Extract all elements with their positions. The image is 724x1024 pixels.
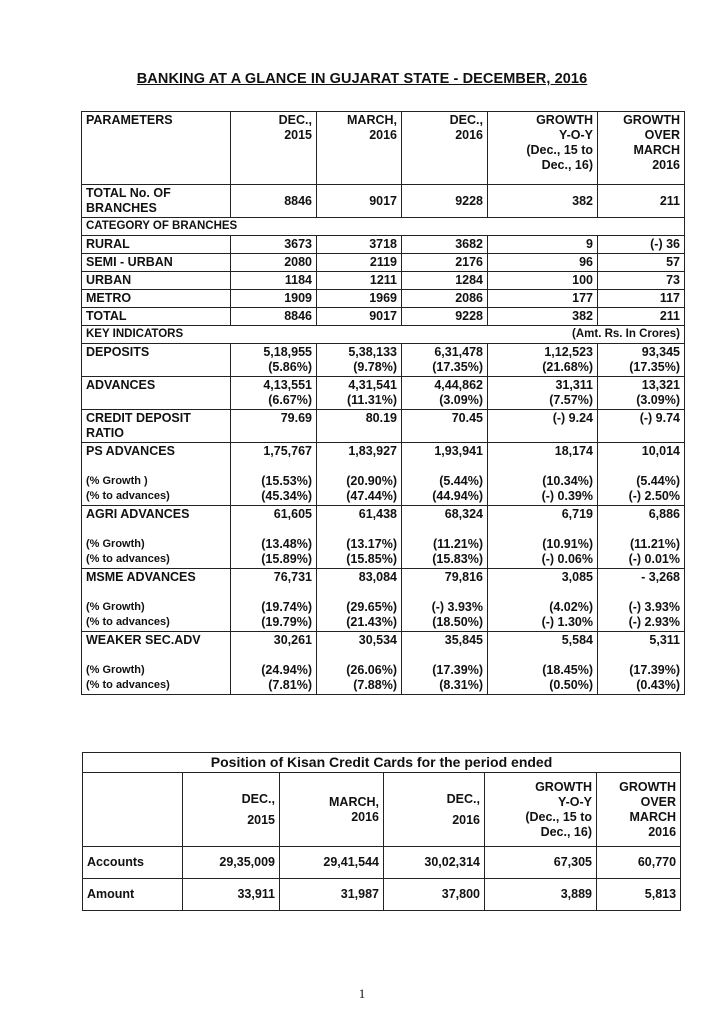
cell: 1,83,927 (20.90%) (47.44%)	[317, 443, 402, 506]
cell: 2176	[402, 254, 488, 272]
cell: 83,084 (29.65%) (21.43%)	[317, 569, 402, 632]
cell: 67,305	[485, 847, 597, 879]
key-indicators-heading: KEY INDICATORS	[82, 326, 488, 344]
sector-row-agri-advances	[82, 506, 685, 569]
kisan-credit-cards-table	[82, 752, 681, 911]
header-growth-over-march: GROWTH OVER MARCH 2016	[598, 112, 685, 185]
cell: 2080	[231, 254, 317, 272]
row-label: WEAKER SEC.ADV (% Growth) (% to advances)	[82, 632, 231, 695]
cell: 5,38,133 (9.78%)	[317, 344, 402, 377]
cell: - 3,268 (-) 3.93% (-) 2.93%	[598, 569, 685, 632]
row-label: CREDIT DEPOSIT RATIO	[82, 410, 231, 443]
row-label: SEMI - URBAN	[82, 254, 231, 272]
cell: 10,014 (5.44%) (-) 2.50%	[598, 443, 685, 506]
credit-deposit-ratio-row	[82, 410, 685, 443]
cell: 3,889	[485, 879, 597, 911]
cell: 211	[598, 308, 685, 326]
row-label: RURAL	[82, 236, 231, 254]
banking-glance-table	[81, 111, 685, 695]
cell: 30,534 (26.06%) (7.88%)	[317, 632, 402, 695]
cell: 73	[598, 272, 685, 290]
table-row	[82, 290, 685, 308]
cell: 29,35,009	[183, 847, 280, 879]
cell: 6,886 (11.21%) (-) 0.01%	[598, 506, 685, 569]
row-label: PS ADVANCES (% Growth ) (% to advances)	[82, 443, 231, 506]
amount-note: (Amt. Rs. In Crores)	[488, 326, 685, 344]
cell: 3682	[402, 236, 488, 254]
table-row	[83, 847, 681, 879]
cell: (-) 9.24	[488, 410, 598, 443]
cell: (-) 9.74	[598, 410, 685, 443]
sector-row-weaker-sec-adv	[82, 632, 685, 695]
row-label: ADVANCES	[82, 377, 231, 410]
category-heading-row	[82, 218, 685, 236]
cell: 8846	[231, 185, 317, 218]
cell: 33,911	[183, 879, 280, 911]
key-indicators-heading-row	[82, 326, 685, 344]
kcc-title: Position of Kisan Credit Cards for the period ended	[83, 753, 681, 773]
cell: 3,085 (4.02%) (-) 1.30%	[488, 569, 598, 632]
cell: 4,31,541 (11.31%)	[317, 377, 402, 410]
row-label: Accounts	[83, 847, 183, 879]
cell: 1,93,941 (5.44%) (44.94%)	[402, 443, 488, 506]
cell: 6,719 (10.91%) (-) 0.06%	[488, 506, 598, 569]
header-dec-2015: DEC., 2015	[183, 773, 280, 847]
cell: 35,845 (17.39%) (8.31%)	[402, 632, 488, 695]
cell: 9228	[402, 308, 488, 326]
cell: 1184	[231, 272, 317, 290]
total-branches-row	[82, 185, 685, 218]
cell: 61,605 (13.48%) (15.89%)	[231, 506, 317, 569]
cell: 3718	[317, 236, 402, 254]
cell: 5,311 (17.39%) (0.43%)	[598, 632, 685, 695]
cell: 61,438 (13.17%) (15.85%)	[317, 506, 402, 569]
cell: 1909	[231, 290, 317, 308]
cell: 57	[598, 254, 685, 272]
row-label: URBAN	[82, 272, 231, 290]
cell: 80.19	[317, 410, 402, 443]
cell: 79.69	[231, 410, 317, 443]
cell: 30,02,314	[384, 847, 485, 879]
cell: 29,41,544	[280, 847, 384, 879]
header-row	[82, 112, 685, 185]
cell: 177	[488, 290, 598, 308]
cell: 4,44,862 (3.09%)	[402, 377, 488, 410]
row-label: AGRI ADVANCES (% Growth) (% to advances)	[82, 506, 231, 569]
table-row	[82, 254, 685, 272]
cell: (-) 36	[598, 236, 685, 254]
cell: 5,584 (18.45%) (0.50%)	[488, 632, 598, 695]
cell: 382	[488, 308, 598, 326]
cell: 1211	[317, 272, 402, 290]
category-heading: CATEGORY OF BRANCHES	[82, 218, 685, 236]
deposits-row	[82, 344, 685, 377]
cell: 9	[488, 236, 598, 254]
cell: 100	[488, 272, 598, 290]
row-label: Amount	[83, 879, 183, 911]
cell: 2119	[317, 254, 402, 272]
cell: 3673	[231, 236, 317, 254]
header-march-2016: MARCH, 2016	[280, 773, 384, 847]
cell: 1969	[317, 290, 402, 308]
cell: 211	[598, 185, 685, 218]
cell: 31,987	[280, 879, 384, 911]
cell: 76,731 (19.74%) (19.79%)	[231, 569, 317, 632]
cell: 9228	[402, 185, 488, 218]
cell: 30,261 (24.94%) (7.81%)	[231, 632, 317, 695]
cell: 2086	[402, 290, 488, 308]
cell: 382	[488, 185, 598, 218]
header-growth-yoy: GROWTH Y-O-Y (Dec., 15 to Dec., 16)	[485, 773, 597, 847]
cell: 5,18,955 (5.86%)	[231, 344, 317, 377]
cell: 1284	[402, 272, 488, 290]
header-march-2016: MARCH, 2016	[317, 112, 402, 185]
cell: 60,770	[597, 847, 681, 879]
header-growth-yoy: GROWTH Y-O-Y (Dec., 15 to Dec., 16)	[488, 112, 598, 185]
cell: 93,345 (17.35%)	[598, 344, 685, 377]
cell: 31,311 (7.57%)	[488, 377, 598, 410]
kcc-title-row	[83, 753, 681, 773]
cell: 1,75,767 (15.53%) (45.34%)	[231, 443, 317, 506]
header-dec-2016: DEC., 2016	[402, 112, 488, 185]
table-row	[82, 272, 685, 290]
page-title: BANKING AT A GLANCE IN GUJARAT STATE - DECEMBER, 2016	[136, 71, 588, 87]
header-empty	[83, 773, 183, 847]
cell: 70.45	[402, 410, 488, 443]
cell: 1,12,523 (21.68%)	[488, 344, 598, 377]
cell: 13,321 (3.09%)	[598, 377, 685, 410]
table-row	[82, 236, 685, 254]
cell: 117	[598, 290, 685, 308]
cell: 9017	[317, 308, 402, 326]
kcc-header-row	[83, 773, 681, 847]
row-label: TOTAL	[82, 308, 231, 326]
row-label: TOTAL No. OF BRANCHES	[82, 185, 231, 218]
header-parameters: PARAMETERS	[82, 112, 231, 185]
header-dec-2015: DEC., 2015	[231, 112, 317, 185]
cell: 8846	[231, 308, 317, 326]
cell: 68,324 (11.21%) (15.83%)	[402, 506, 488, 569]
cell: 5,813	[597, 879, 681, 911]
cell: 37,800	[384, 879, 485, 911]
sector-row-msme-advances	[82, 569, 685, 632]
cell: 9017	[317, 185, 402, 218]
header-dec-2016: DEC., 2016	[384, 773, 485, 847]
header-growth-over-march: GROWTH OVER MARCH 2016	[597, 773, 681, 847]
sector-row-ps-advances	[82, 443, 685, 506]
cell: 4,13,551 (6.67%)	[231, 377, 317, 410]
row-label: METRO	[82, 290, 231, 308]
table-row	[82, 308, 685, 326]
advances-row	[82, 377, 685, 410]
row-label: MSME ADVANCES (% Growth) (% to advances)	[82, 569, 231, 632]
cell: 18,174 (10.34%) (-) 0.39%	[488, 443, 598, 506]
cell: 96	[488, 254, 598, 272]
page-number: 1	[358, 986, 366, 1001]
row-label: DEPOSITS	[82, 344, 231, 377]
cell: 79,816 (-) 3.93% (18.50%)	[402, 569, 488, 632]
cell: 6,31,478 (17.35%)	[402, 344, 488, 377]
table-row	[83, 879, 681, 911]
